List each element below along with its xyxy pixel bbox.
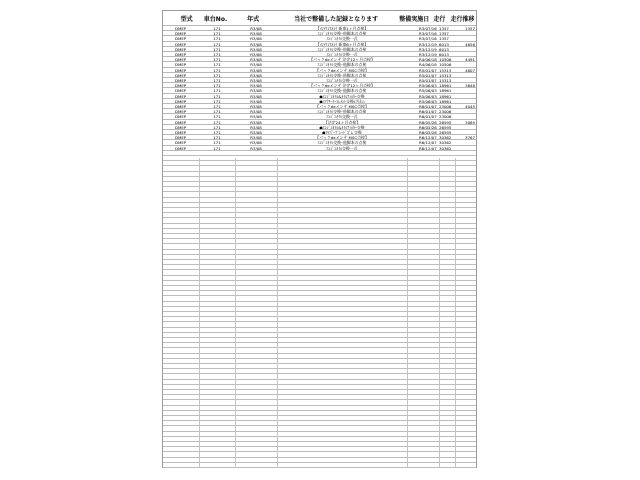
- cell-year: R3/08: [250, 31, 262, 36]
- cell-model: DMEP: [175, 46, 187, 51]
- cell-transition: 4491: [465, 57, 475, 63]
- grid-line: [163, 223, 476, 224]
- column-divider: [235, 158, 236, 467]
- cell-date: R6/12/07: [419, 145, 437, 150]
- grid-line: [163, 259, 476, 260]
- cell-transition: 4045: [465, 104, 475, 109]
- cell-year: R3/08: [250, 93, 262, 98]
- grid-line: [163, 280, 476, 281]
- grid-line: [163, 467, 476, 468]
- cell-year: R3/08: [250, 83, 262, 88]
- cell-model: DMEP: [175, 145, 187, 150]
- grid-line: [163, 212, 476, 213]
- cell-model: DMEP: [175, 88, 187, 93]
- cell-chassis: 171: [213, 31, 221, 36]
- cell-chassis: 171: [213, 26, 221, 31]
- cell-mileage: 23006: [439, 114, 452, 120]
- cell-chassis: 171: [213, 145, 221, 150]
- header-record: 当社で整備した記録となります: [294, 15, 379, 23]
- grid-line: [163, 405, 476, 406]
- grid-line: [163, 238, 476, 239]
- cell-model: DMEP: [175, 119, 187, 124]
- cell-chassis: 171: [213, 72, 221, 77]
- cell-date: R5/01/07: [419, 78, 437, 83]
- cell-mileage: 30362: [439, 145, 452, 151]
- cell-model: DMEP: [175, 140, 187, 145]
- grid-line: [163, 436, 476, 437]
- cell-record: ｴﾝｼﾞﾝｵｲﾙ交換･他脚本の点検: [317, 62, 367, 67]
- grid-line: [163, 264, 476, 265]
- cell-year: R3/08: [250, 145, 262, 150]
- cell-model: DMEP: [175, 124, 187, 129]
- cell-chassis: 171: [213, 83, 221, 88]
- cell-date: R4/06/18: [419, 62, 437, 67]
- grid-line: [163, 233, 476, 234]
- cell-model: DMEP: [175, 104, 187, 109]
- cell-date: R3/07/16: [419, 26, 437, 31]
- cell-year: R3/08: [250, 46, 262, 51]
- cell-chassis: 171: [213, 119, 221, 124]
- cell-model: DMEP: [175, 57, 187, 62]
- grid-line: [163, 202, 476, 203]
- grid-line: [163, 358, 476, 359]
- cell-year: R3/08: [250, 36, 262, 41]
- cell-record: 【ﾒﾝﾃﾅﾝｽﾒﾝﾃ 新車1ヶ月点検】: [315, 26, 369, 31]
- grid-line: [163, 306, 476, 307]
- cell-date: R6/01/07: [419, 104, 437, 109]
- cell-record: 【パックdeメンテ 法定12ヶ月点検】: [309, 83, 375, 88]
- cell-mileage: 10506: [439, 57, 452, 63]
- cell-year: R3/08: [250, 140, 262, 145]
- cell-mileage: 26595: [439, 119, 452, 125]
- cell-record: 【法定24ヶ月点検】: [323, 119, 361, 124]
- cell-chassis: 171: [213, 57, 221, 62]
- cell-model: DMEP: [175, 114, 187, 119]
- grid-line: [163, 441, 476, 442]
- cell-date: R5/01/07: [419, 72, 437, 77]
- column-divider: [439, 158, 440, 467]
- cell-mileage: 30362: [439, 135, 452, 141]
- cell-transition: 1357: [465, 26, 475, 31]
- cell-chassis: 171: [213, 46, 221, 51]
- cell-record: ｴﾝｼﾞﾝｵｲﾙ交換一式: [326, 145, 358, 150]
- grid-line: [163, 165, 476, 166]
- column-divider: [407, 158, 408, 467]
- cell-year: R3/08: [250, 98, 262, 103]
- cell-model: DMEP: [175, 52, 187, 57]
- cell-chassis: 171: [213, 41, 221, 46]
- cell-mileage: 18961: [439, 88, 452, 94]
- cell-mileage: 6013: [439, 46, 449, 52]
- cell-record: ●ﾜｲﾊﾟｰﾌﾞﾚｰﾄﾞｺﾞﾑ 交換: [322, 130, 362, 135]
- cell-date: R5/06/03: [419, 93, 437, 98]
- cell-record: ●ｴｱｸﾘｰﾅｰｴﾚﾒﾝﾄ交換(汚れ): [319, 98, 365, 103]
- cell-mileage: 18961: [439, 83, 452, 89]
- grid-line: [163, 431, 476, 432]
- grid-line: [163, 197, 476, 198]
- cell-year: R3/08: [250, 72, 262, 77]
- grid-line: [163, 160, 476, 161]
- cell-mileage: 1357: [439, 31, 449, 37]
- cell-model: DMEP: [175, 93, 187, 98]
- cell-mileage: 15313: [439, 67, 452, 73]
- grid-line: [163, 295, 476, 296]
- cell-model: DMEP: [175, 135, 187, 140]
- cell-mileage: 23006: [439, 104, 452, 109]
- grid-line: [163, 269, 476, 270]
- cell-transition: 3089: [465, 119, 475, 125]
- cell-model: DMEP: [175, 72, 187, 77]
- grid-line: [163, 290, 476, 291]
- cell-date: R5/01/07: [419, 67, 437, 72]
- grid-line: [163, 285, 476, 286]
- grid-line: [163, 321, 476, 322]
- grid-line: [163, 217, 476, 218]
- cell-year: R3/08: [250, 67, 262, 72]
- cell-date: R6/01/07: [419, 114, 437, 119]
- grid-line: [163, 389, 476, 390]
- cell-model: DMEP: [175, 41, 187, 46]
- cell-date: R6/01/07: [419, 109, 437, 114]
- cell-record: ｴﾝｼﾞﾝｵｲﾙ交換･他脚本の点検: [317, 31, 367, 36]
- cell-year: R3/08: [250, 135, 262, 140]
- cell-chassis: 171: [213, 93, 221, 98]
- grid-line: [163, 171, 476, 172]
- cell-model: DMEP: [175, 130, 187, 135]
- cell-chassis: 171: [213, 130, 221, 135]
- cell-date: R6/12/07: [419, 140, 437, 145]
- cell-year: R3/08: [250, 26, 262, 31]
- cell-mileage: 6013: [439, 41, 449, 47]
- header-date: 整備実施日: [399, 15, 430, 23]
- cell-record: 【パックdeメンテ MSC点検】: [315, 135, 369, 140]
- grid-line: [163, 384, 476, 385]
- cell-mileage: 23006: [439, 109, 452, 115]
- cell-record: ｴﾝｼﾞﾝｵｲﾙ交換一式: [326, 52, 358, 57]
- cell-transition: 3767: [465, 135, 475, 141]
- cell-chassis: 171: [213, 124, 221, 129]
- cell-chassis: 171: [213, 67, 221, 72]
- cell-record: ｴﾝｼﾞﾝｵｲﾙ交換･他脚本の点検: [317, 140, 367, 145]
- cell-record: 【ﾒﾝﾃﾅﾝｽﾒﾝﾃ 新車6ヶ月点検】: [315, 41, 369, 46]
- grid-line: [163, 462, 476, 463]
- cell-chassis: 171: [213, 88, 221, 93]
- cell-date: R4/06/18: [419, 57, 437, 62]
- grid-line: [163, 420, 476, 421]
- grid-line: [163, 373, 476, 374]
- cell-mileage: 30362: [439, 140, 452, 146]
- cell-model: DMEP: [175, 98, 187, 103]
- grid-line: [163, 243, 476, 244]
- cell-year: R3/08: [250, 88, 262, 93]
- cell-year: R3/08: [250, 119, 262, 124]
- cell-mileage: 26595: [439, 124, 452, 130]
- cell-record: ｴﾝｼﾞﾝｵｲﾙ交換･他脚本の点検: [317, 109, 367, 114]
- grid-line: [163, 254, 476, 255]
- cell-year: R3/08: [250, 78, 262, 83]
- cell-chassis: 171: [213, 109, 221, 114]
- cell-mileage: 10506: [439, 62, 452, 68]
- grid-line: [163, 399, 476, 400]
- cell-model: DMEP: [175, 62, 187, 67]
- cell-transition: 3648: [465, 83, 475, 89]
- cell-date: R5/06/03: [419, 98, 437, 103]
- grid-line: [163, 301, 476, 302]
- cell-chassis: 171: [213, 98, 221, 103]
- cell-model: DMEP: [175, 36, 187, 41]
- grid-line: [163, 191, 476, 192]
- grid-line: [163, 353, 476, 354]
- cell-record: ｴﾝｼﾞﾝｵｲﾙ交換･他脚本の点検: [317, 88, 367, 93]
- cell-mileage: 26595: [439, 130, 452, 135]
- grid-line: [163, 275, 476, 276]
- cell-record: ｴﾝｼﾞﾝｵｲﾙ交換･他脚本の点検: [317, 46, 367, 51]
- cell-mileage: 6013: [439, 52, 449, 57]
- cell-chassis: 171: [213, 114, 221, 119]
- header-year: 年式: [247, 15, 260, 23]
- grid-line: [163, 337, 476, 338]
- cell-year: R3/08: [250, 124, 262, 129]
- cell-record: ｴﾝｼﾞﾝｵｲﾙ交換･他脚本の点検: [317, 72, 367, 77]
- cell-date: R6/05/26: [419, 124, 437, 129]
- header-model: 型式: [180, 15, 193, 23]
- grid-line: [163, 207, 476, 208]
- grid-line: [163, 363, 476, 364]
- grid-line: [163, 327, 476, 328]
- grid-line: [163, 186, 476, 187]
- cell-record: 【パックdeメンテ MSC点検】: [315, 67, 369, 72]
- cell-date: R3/12/19: [419, 46, 437, 51]
- cell-date: R6/05/26: [419, 119, 437, 124]
- grid-line: [163, 379, 476, 380]
- cell-chassis: 171: [213, 140, 221, 145]
- cell-record: ｴﾝｼﾞﾝｵｲﾙ交換一式: [326, 78, 358, 83]
- cell-record: 【パックdeメンテ 法定12ヶ月点検】: [309, 57, 375, 62]
- cell-date: R3/07/16: [419, 36, 437, 41]
- grid-line: [163, 342, 476, 343]
- grid-line: [163, 228, 476, 229]
- grid-line: [163, 446, 476, 447]
- grid-line: [163, 410, 476, 411]
- cell-mileage: 18961: [439, 93, 452, 99]
- header-chassis: 車台No.: [203, 15, 228, 23]
- cell-date: R5/06/03: [419, 88, 437, 93]
- cell-year: R3/08: [250, 41, 262, 46]
- grid-line: [163, 181, 476, 182]
- grid-line: [163, 155, 476, 156]
- grid-line: [163, 415, 476, 416]
- cell-chassis: 171: [213, 36, 221, 41]
- grid-line: [163, 176, 476, 177]
- cell-year: R3/08: [250, 114, 262, 119]
- cell-model: DMEP: [175, 26, 187, 31]
- cell-model: DMEP: [175, 67, 187, 72]
- grid-line: [163, 394, 476, 395]
- cell-model: DMEP: [175, 31, 187, 36]
- grid-line: [163, 457, 476, 458]
- cell-mileage: 18961: [439, 98, 452, 104]
- grid-line: [163, 347, 476, 348]
- cell-record: 【パックdeメンテ MSC点検】: [315, 104, 369, 109]
- cell-year: R3/08: [250, 52, 262, 57]
- cell-mileage: 15313: [439, 78, 452, 83]
- grid-line: [163, 425, 476, 426]
- cell-date: R3/12/19: [419, 52, 437, 57]
- grid-line: [163, 150, 476, 151]
- grid-line: [163, 316, 476, 317]
- cell-mileage: 15313: [439, 72, 452, 78]
- grid-line: [163, 451, 476, 452]
- cell-year: R3/08: [250, 62, 262, 67]
- column-divider: [199, 158, 200, 467]
- column-divider: [277, 158, 278, 467]
- column-divider: [455, 158, 456, 467]
- cell-chassis: 171: [213, 62, 221, 67]
- cell-mileage: 1357: [439, 26, 449, 31]
- cell-date: R6/12/07: [419, 135, 437, 140]
- cell-model: DMEP: [175, 83, 187, 88]
- cell-chassis: 171: [213, 52, 221, 57]
- grid-line: [163, 311, 476, 312]
- grid-line: [163, 249, 476, 250]
- maintenance-record-sheet: [162, 10, 477, 468]
- cell-date: R6/05/26: [419, 130, 437, 135]
- cell-date: R5/06/03: [419, 83, 437, 88]
- cell-mileage: 1357: [439, 36, 449, 42]
- cell-chassis: 171: [213, 104, 221, 109]
- header-transition: 走行推移: [450, 15, 475, 23]
- cell-model: DMEP: [175, 109, 187, 114]
- cell-chassis: 171: [213, 135, 221, 140]
- cell-record: ●ｴﾝｼﾞﾝｵｲﾙ&ｵｲﾙﾌｨﾙﾀｰ交換: [319, 124, 365, 129]
- cell-chassis: 171: [213, 78, 221, 83]
- table-header: [163, 11, 476, 25]
- cell-year: R3/08: [250, 57, 262, 62]
- cell-year: R3/08: [250, 109, 262, 114]
- cell-record: ●ｴﾝｼﾞﾝｵｲﾙ&ｵｲﾙﾌｨﾙﾀｰ交換: [319, 93, 365, 98]
- cell-transition: 4656: [465, 41, 475, 47]
- cell-year: R3/08: [250, 130, 262, 135]
- header-mileage: 走行: [433, 15, 446, 23]
- cell-date: R3/12/19: [419, 41, 437, 46]
- grid-line: [163, 332, 476, 333]
- cell-record: ｴﾝｼﾞﾝｵｲﾙ交換一式: [326, 114, 358, 119]
- cell-date: R3/07/16: [419, 31, 437, 36]
- cell-transition: 4807: [465, 67, 475, 73]
- cell-record: ｴﾝｼﾞﾝｵｲﾙ交換一式: [326, 36, 358, 41]
- grid-line: [163, 368, 476, 369]
- cell-year: R3/08: [250, 104, 262, 109]
- cell-model: DMEP: [175, 78, 187, 83]
